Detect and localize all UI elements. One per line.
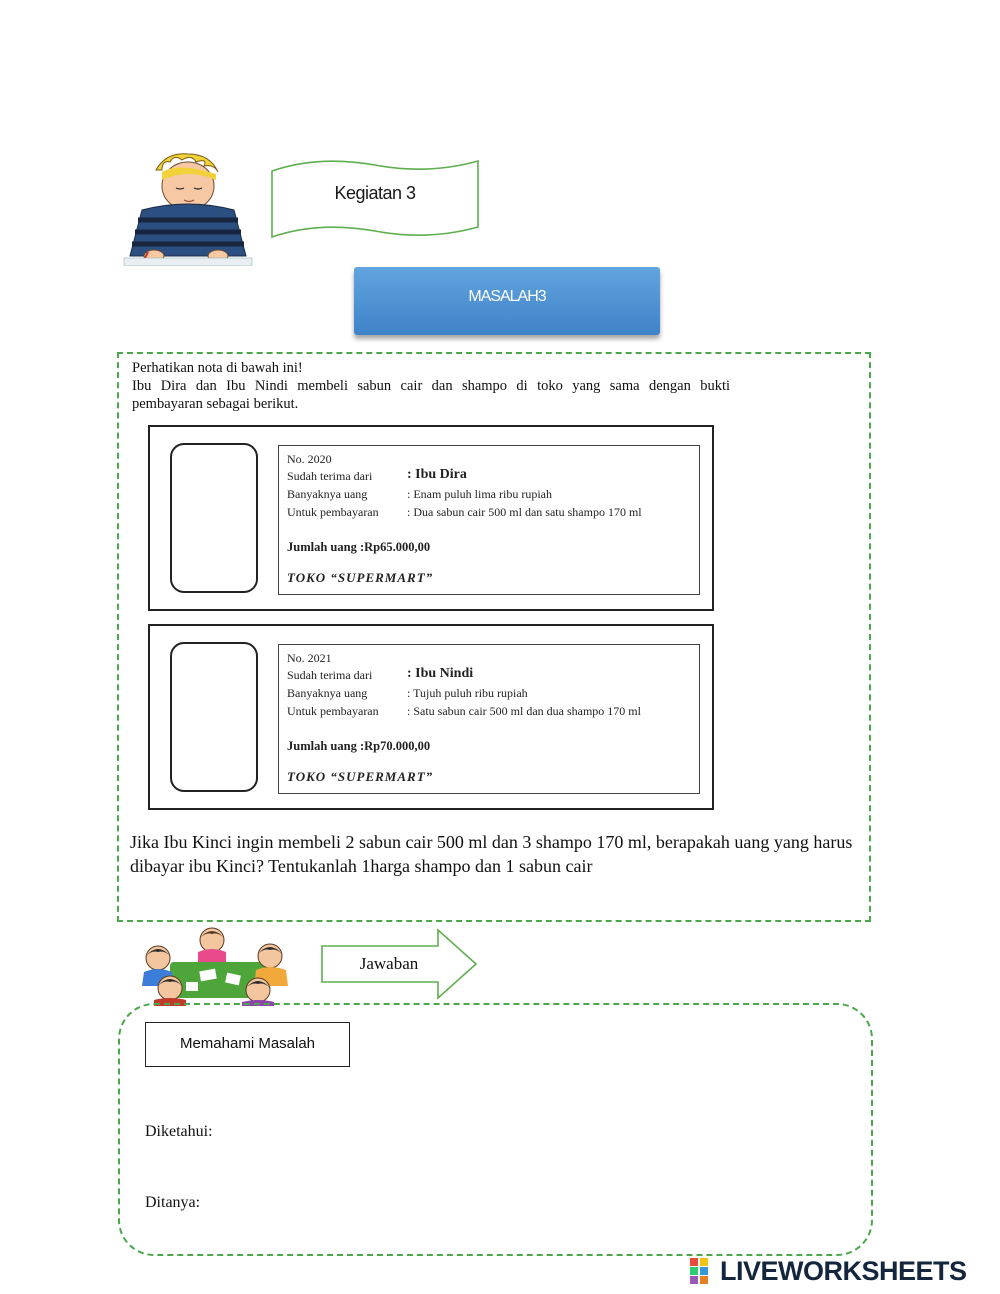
receipt-body: [278, 644, 700, 794]
kids-discussion-illustration: [130, 926, 302, 1006]
from-value: : Ibu Nindi: [407, 666, 474, 681]
receipt-body: [278, 445, 700, 595]
jawaban-label: Jawaban: [359, 954, 419, 973]
store-name: TOKO “SUPERMART”: [287, 570, 434, 585]
masalah-button: MASALAH3: [354, 267, 660, 335]
from-label: Sudah terima dari: [287, 668, 373, 682]
amount-words-label: Banyaknya uang: [287, 487, 368, 501]
boy-writing-illustration: [118, 150, 258, 266]
purpose-value: : Dua sabun cair 500 ml dan satu shampo 170 ml: [407, 505, 642, 519]
intro-line-1: Perhatikan nota di bawah ini!: [132, 360, 303, 376]
question-text: Jika Ibu Kinci ingin membeli 2 sabun cair 500 ml dan 3 shampo 170 ml, berapakah uang yang harus dibayar ibu Kinci? Tentukanlah 1harga shampo dan 1 sabun cair: [130, 832, 853, 876]
amount-words-label: Banyaknya uang: [287, 686, 368, 700]
receipt-number: No. 2020: [287, 452, 332, 466]
intro-line-3: pembayaran sebagai berikut.: [132, 396, 299, 412]
purpose-value: : Satu sabun cair 500 ml dan dua shampo 170 ml: [407, 704, 641, 718]
amount-words-value: : Enam puluh lima ribu rupiah: [407, 487, 552, 501]
amount-words-value: : Tujuh puluh ribu rupiah: [407, 686, 528, 700]
receipt-number: No. 2021: [287, 651, 332, 665]
liveworksheets-text: LIVEWORKSHEETS: [720, 1255, 967, 1286]
receipt-total: Jumlah uang :Rp70.000,00: [287, 739, 431, 753]
receipt-ibu-dira: [148, 425, 714, 611]
store-name: TOKO “SUPERMART”: [287, 769, 434, 784]
purpose-label: Untuk pembayaran: [287, 704, 379, 718]
receipt-stub: [170, 642, 258, 792]
kegiatan-label: Kegiatan 3: [334, 183, 416, 203]
diketahui-label: Diketahui:: [145, 1123, 213, 1140]
liveworksheets-logo: [690, 1256, 967, 1286]
intro-line-2: Ibu Dira dan Ibu Nindi membeli sabun cair dan shampo di toko yang sama dengan bukti: [132, 378, 730, 394]
from-label: Sudah terima dari: [287, 469, 373, 483]
receipt-ibu-nindi: [148, 624, 714, 810]
purpose-label: Untuk pembayaran: [287, 505, 379, 519]
receipt-stub: [170, 443, 258, 593]
from-value: : Ibu Dira: [407, 467, 467, 482]
ditanya-label: Ditanya:: [145, 1194, 201, 1211]
liveworksheets-icon: [690, 1258, 718, 1284]
memahami-masalah-label: Memahami Masalah: [145, 1022, 350, 1067]
receipt-total: Jumlah uang :Rp65.000,00: [287, 540, 431, 554]
